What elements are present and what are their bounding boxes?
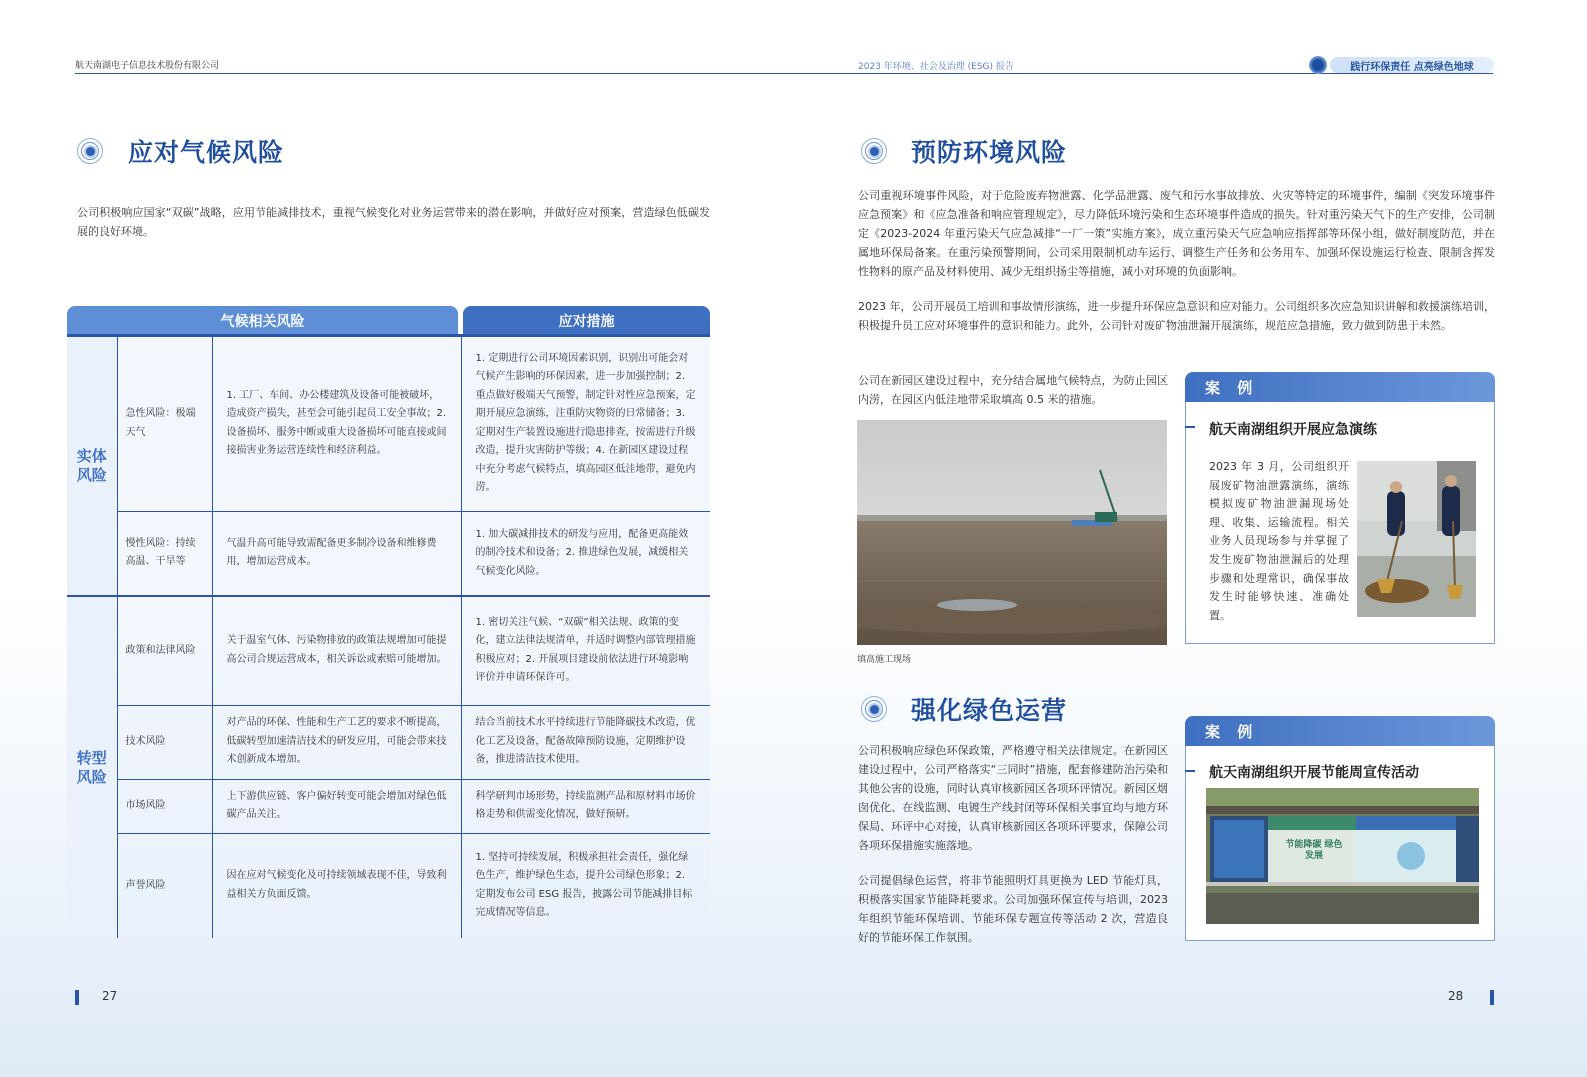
- green-para2: 公司提倡绿色运营，将非节能照明灯具更换为 LED 节能灯具，积极落实国家节能降耗要求。公司加强环保宣传与培训，2023 年组织节能环保培训、节能环保专题宣传等活动 2 次，营造良好的节能环保工作氛围。: [858, 874, 1168, 944]
- photo-caption: 填高施工现场: [857, 655, 912, 665]
- measure-desc: 1. 定期进行公司环境因素识别，识别出可能会对气候产生影响的环保因素，进一步加强控制；2. 重点做好极端天气预警，制定针对性应急预案，定期开展应急演练，注重防灾物资的日常储备；3. 定期对生产装置设施进行隐患排查，按需进行升级改造，提升灾害防护等级；4. 在新园区建设过程中充分考虑气候特点，填高园区低洼地带，避免内涝。: [461, 337, 710, 511]
- case-marker: [1185, 770, 1195, 772]
- table-row: [67, 833, 710, 938]
- measure-desc: 1. 坚持可持续发展，积极承担社会责任，强化绿色生产，维护绿色生态，提升公司绿色形象；2. 定期发布公司 ESG 报告，披露公司节能减排目标完成情况等信息。: [475, 851, 693, 919]
- risk-type: 急性风险：极端天气: [117, 337, 212, 511]
- drill-photo: [1357, 461, 1476, 617]
- climate-risk-table: [67, 337, 710, 938]
- case1-text: 2023 年 3 月，公司组织开展废矿物油泄露演练，演练模拟废矿物油泄漏现场处理、收集、运输流程。相关业务人员现场参与并掌握了发生废矿物油泄漏后的处理步骤和处理常识，确保事故发生时能够快速、准确处置。: [1209, 460, 1349, 622]
- risk-type: 慢性风险：持续高温、干旱等: [117, 511, 212, 596]
- board-photo: [1206, 788, 1479, 924]
- section-title-env-risk: 预防环境风险: [911, 138, 1068, 167]
- measure-desc: 结合当前技术水平持续进行节能降碳技术改造，优化工艺及设备，配备故障预防设施，定期维护设备，推进清洁技术使用。: [461, 705, 710, 779]
- case-marker: [1185, 426, 1195, 428]
- case-label: 案 例: [1185, 372, 1495, 402]
- risk-type: 技术风险: [117, 705, 212, 779]
- chapter-dot-icon: [1309, 56, 1327, 74]
- page-number-left: 27: [102, 989, 118, 1003]
- env-risk-para2: 2023 年，公司开展员工培训和事故情形演练，进一步提升环保应急意识和应对能力。公司组织多次应急知识讲解和救援演练培训，积极提升员工应对环境事件的意识和能力。此外，公司针对废矿物油泄漏开展演练，规范应急措施，致力做到防患于未然。: [858, 300, 1495, 332]
- flood-para: 公司在新园区建设过程中，充分结合属地气候特点，为防止园区内涝，在园区内低洼地带采取填高 0.5 米的措施。: [858, 374, 1168, 406]
- report-title: 2023 年环境、社会及治理 (ESG) 报告: [858, 62, 1014, 72]
- measure-desc: 科学研判市场形势，持续监测产品和原材料市场价格走势和供需变化情况，做好预研。: [461, 779, 710, 833]
- target-icon: [861, 696, 887, 722]
- risk-desc: 对产品的环保、性能和生产工艺的要求不断提高，低碳转型加速清洁技术的研发应用，可能会带来技术创新成本增加。: [212, 705, 461, 779]
- risk-type: 市场风险: [117, 779, 212, 833]
- case1-title: 航天南湖组织开展应急演练: [1209, 422, 1377, 438]
- table-row: [67, 337, 710, 511]
- header-rule: [75, 73, 1493, 74]
- category-physical: 实体风险: [67, 337, 117, 596]
- risk-desc: 因在应对气候变化及可持续领域表现不佳，导致利益相关方负面反馈。: [212, 833, 461, 938]
- risk-desc: 上下游供应链、客户偏好转变可能会增加对绿色低碳产品关注。: [212, 779, 461, 833]
- risk-type: 声誉风险: [117, 833, 212, 938]
- table-row: [67, 705, 710, 779]
- risk-desc: 1. 工厂、车间、办公楼建筑及设备可能被破坏，造成资产损失，甚至会可能引起员工安全事故；2. 设备损坏、服务中断或重大设备损坏可能直接或间接损害业务运营连续性和经济利益。: [212, 337, 461, 511]
- target-icon: [77, 138, 103, 164]
- page-marker: [1490, 990, 1494, 1005]
- risk-desc: 关于温室气体、污染物排放的政策法规增加可能提高公司合规运营成本，相关诉讼或索赔可能增加。: [212, 596, 461, 705]
- section-title-green-ops: 强化绿色运营: [911, 696, 1068, 725]
- table-row: [67, 596, 710, 705]
- measure-desc: 1. 加大碳减排技术的研发与应用，配备更高能效的制冷技术和设备；2. 推进绿色发展，减缓相关气候变化风险。: [461, 511, 710, 596]
- page-number-right: 28: [1448, 989, 1464, 1003]
- chapter-pill: 践行环保责任 点亮绿色地球: [1330, 57, 1494, 73]
- site-photo: [857, 420, 1167, 645]
- category-transition: 转型风险: [67, 596, 117, 938]
- table-head-risk: 气候相关风险: [67, 306, 458, 336]
- target-icon: [861, 138, 887, 164]
- case-label: 案 例: [1185, 716, 1495, 746]
- climate-intro: 公司积极响应国家“双碳”战略，应用节能减排技术，重视气候变化对业务运营带来的潜在影响，并做好应对预案，营造绿色低碳发展的良好环境。: [77, 206, 710, 238]
- env-risk-para1: 公司重视环境事件风险，对于危险废弃物泄露、化学品泄露、废气和污水事故排放、火灾等特定的环境事件，编制《突发环境事件应急预案》和《应急准备和响应管理规定》，尽力降低环境污染和生态环境事件造成的损失。针对重污染天气下的生产安排，公司制定《2023-2024 年重污染天气应急减排“一厂一策”实施方案》，成立重污染天气应急响应指挥部等环保小组，做好制度防范，并在属地环保局备案。在重污染预警期间，公司采用限制机动车运行、调整生产任务和公务用车、加强环保设施运行检查、限制含挥发性物料的原产品及材料使用、减少无组织扬尘等措施，减小对环境的负面影响。: [858, 189, 1495, 278]
- table-row: [67, 779, 710, 833]
- board-slogan: 节能降碳 绿色发展: [1285, 840, 1343, 861]
- company-name: 航天南湖电子信息技术股份有限公司: [75, 61, 220, 71]
- risk-desc: 气温升高可能导致需配备更多制冷设备和维修费用，增加运营成本。: [212, 511, 461, 596]
- green-para1: 公司积极响应绿色环保政策，严格遵守相关法律规定。在新园区建设过程中，公司严格落实“三同时”措施，配套修建防治污染和其他公害的设施，同时认真审核新园区各项环评情况。新园区烟囱优化、在线监测、电镀生产线封闭等环保相关事宜均与地方环保局、环评中心对接，认真审核新园区各项环评要求，保障公司各项环保措施实施落地。: [858, 744, 1168, 852]
- section-title-climate: 应对气候风险: [128, 138, 285, 167]
- table-row: [67, 511, 710, 596]
- risk-type: 政策和法律风险: [117, 596, 212, 705]
- case2-title: 航天南湖组织开展节能周宣传活动: [1209, 765, 1419, 781]
- table-head-measure: 应对措施: [463, 306, 710, 336]
- page-marker: [75, 990, 79, 1005]
- measure-desc: 1. 密切关注气候、“双碳”相关法规、政策的变化，建立法律法规清单，并适时调整内部管理措施积极应对；2. 开展项目建设前依法进行环境影响评价并申请环保许可。: [461, 596, 710, 705]
